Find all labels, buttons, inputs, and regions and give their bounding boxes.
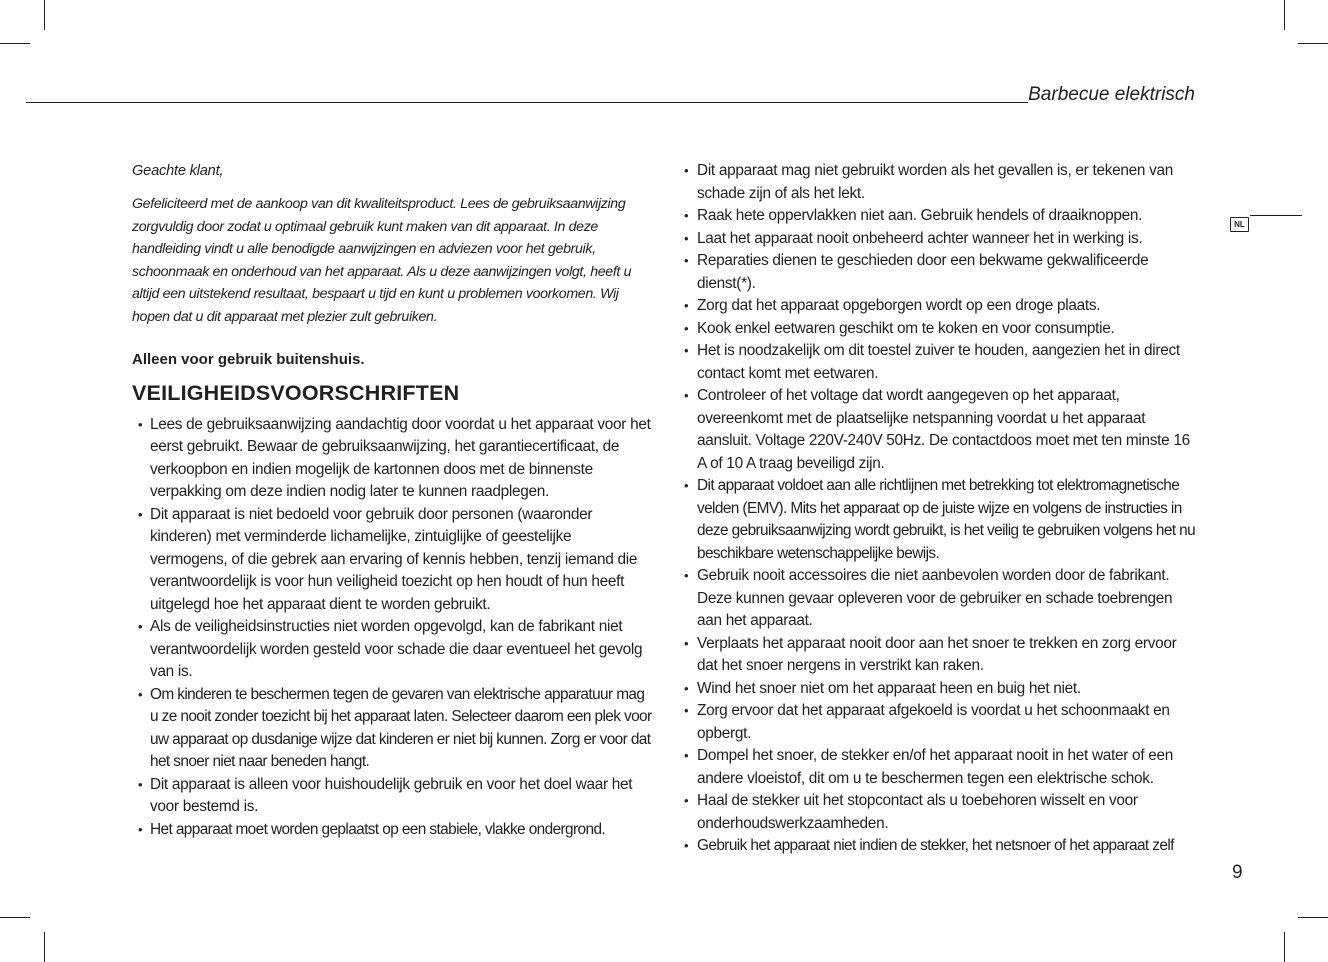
intro-paragraph: Gefeliciteerd met de aankoop van dit kwaliteitsproduct. Lees de gebruiksaanwijzing zorgvuldig door zodat u optimaal gebruik kunt maken van dit apparaat. In deze handleiding vindt u alle benodigde aanwijzingen en adviezen voor het gebruik, schoonmaak en onderhoud van het apparaat. Als u deze aanwijzingen volgt, heeft u altijd een uitstekend resultaat, bespaart u tijd en kunt u problemen voorkomen. Wij hopen dat u dit apparaat met plezier zult gebruiken. [132,196,632,325]
list-item: • Gebruik het apparaat niet indien de stekker, het netsnoer of het apparaat zelf [683,835,1197,858]
list-item: • Dompel het snoer, de stekker en/of het apparaat nooit in het water of een andere vloeistof, dit om u te beschermen tegen een elektrische schok. [683,745,1197,790]
crop-mark [1298,43,1328,44]
language-tag: NL [1230,217,1249,232]
safety-list-right [683,160,1197,858]
header-rule [26,102,1028,103]
list-item: • Haal de stekker uit het stopcontact als u toebehoren wisselt en voor onderhoudswerkzaamheden. [683,790,1197,835]
list-item: • Gebruik nooit accessoires die niet aanbevolen worden door de fabrikant. Deze kunnen gevaar opleveren voor de gebruiker en schade toebrengen aan het apparaat. [683,565,1197,633]
list-item: • Dit apparaat mag niet gebruikt worden als het gevallen is, er tekenen van schade zijn of als het lekt. [683,160,1197,205]
list-item: • Dit apparaat voldoet aan alle richtlijnen met betrekking tot elektromagnetische velden (EMV). Mits het apparaat op de juiste wijze en volgens de instructies in deze gebruiksaanwijzing wordt gebruikt, is het veilig te gebruiken volgens het nu beschikbare wetenschappelijke bewijs. [683,475,1197,565]
list-item: • Zorg dat het apparaat opgeborgen wordt op een droge plaats. [683,295,1197,318]
safety-list-left [132,414,652,842]
crop-mark [1298,917,1328,918]
list-item: • Het is noodzakelijk om dit toestel zuiver te houden, aangezien het in direct contact komt met eetwaren. [683,340,1197,385]
list-item: • Reparaties dienen te geschieden door een bekwame gekwalificeerde dienst(*). [683,250,1197,295]
list-item: • Zorg ervoor dat het apparaat afgekoeld is voordat u het schoonmaakt en opbergt. [683,700,1197,745]
right-column [683,160,1197,858]
outdoor-use-note: Alleen voor gebruik buitenshuis. [132,350,365,368]
left-column [132,160,652,841]
crop-mark [1284,932,1285,962]
list-item: • Om kinderen te beschermen tegen de gevaren van elektrische apparatuur mag u ze nooit zonder toezicht bij het apparaat laten. Selecteer daarom een plek voor uw apparaat op dusdanige wijze dat kinderen er niet bij kunnen. Zorg er voor dat het snoer niet naar beneden hangt. [132,684,652,774]
crop-mark [0,43,30,44]
running-header-title: Barbecue elektrisch [1028,84,1195,105]
language-tag-rule [1250,215,1302,216]
list-item: • Lees de gebruiksaanwijzing aandachtig door voordat u het apparaat voor het eerst gebruikt. Bewaar de gebruiksaanwijzing, het garantiecertificaat, de verkoopbon en indien mogelijk de kartonnen doos met de binnenste verpakking om deze indien nodig later te kunnen raadplegen. [132,414,652,504]
salutation: Geachte klant, [132,163,224,179]
list-item: • Het apparaat moet worden geplaatst op een stabiele, vlakke ondergrond. [132,819,652,842]
list-item: • Dit apparaat is alleen voor huishoudelijk gebruik en voor het doel waar het voor bestemd is. [132,774,652,819]
crop-mark [1284,0,1285,30]
crop-mark [44,932,45,962]
crop-mark [44,0,45,30]
section-heading: VEILIGHEIDSVOORSCHRIFTEN [132,380,460,405]
list-item: • Verplaats het apparaat nooit door aan het snoer te trekken en zorg ervoor dat het snoer nergens in verstrikt kan raken. [683,633,1197,678]
list-item: • Raak hete oppervlakken niet aan. Gebruik hendels of draaiknoppen. [683,205,1197,228]
list-item: • Wind het snoer niet om het apparaat heen en buig het niet. [683,678,1197,701]
list-item: • Kook enkel eetwaren geschikt om te koken en voor consumptie. [683,318,1197,341]
page-number: 9 [1232,862,1243,883]
list-item: • Dit apparaat is niet bedoeld voor gebruik door personen (waaronder kinderen) met verminderde lichamelijke, zintuiglijke of geestelijke vermogens, of die gebrek aan ervaring of kennis hebben, tenzij iemand die verantwoordelijk is voor hun veiligheid toezicht op hen houdt of hun heeft uitgelegd hoe het apparaat dient te worden gebruikt. [132,504,652,617]
crop-mark [0,917,30,918]
list-item: • Laat het apparaat nooit onbeheerd achter wanneer het in werking is. [683,228,1197,251]
list-item: • Controleer of het voltage dat wordt aangegeven op het apparaat, overeenkomt met de plaatselijke netspanning voordat u het apparaat aansluit. Voltage 220V-240V 50Hz. De contactdoos moet met ten minste 16 A of 10 A traag beveiligd zijn. [683,385,1197,475]
list-item: • Als de veiligheidsinstructies niet worden opgevolgd, kan de fabrikant niet verantwoordelijk worden gesteld voor schade die daar eventueel het gevolg van is. [132,616,652,684]
